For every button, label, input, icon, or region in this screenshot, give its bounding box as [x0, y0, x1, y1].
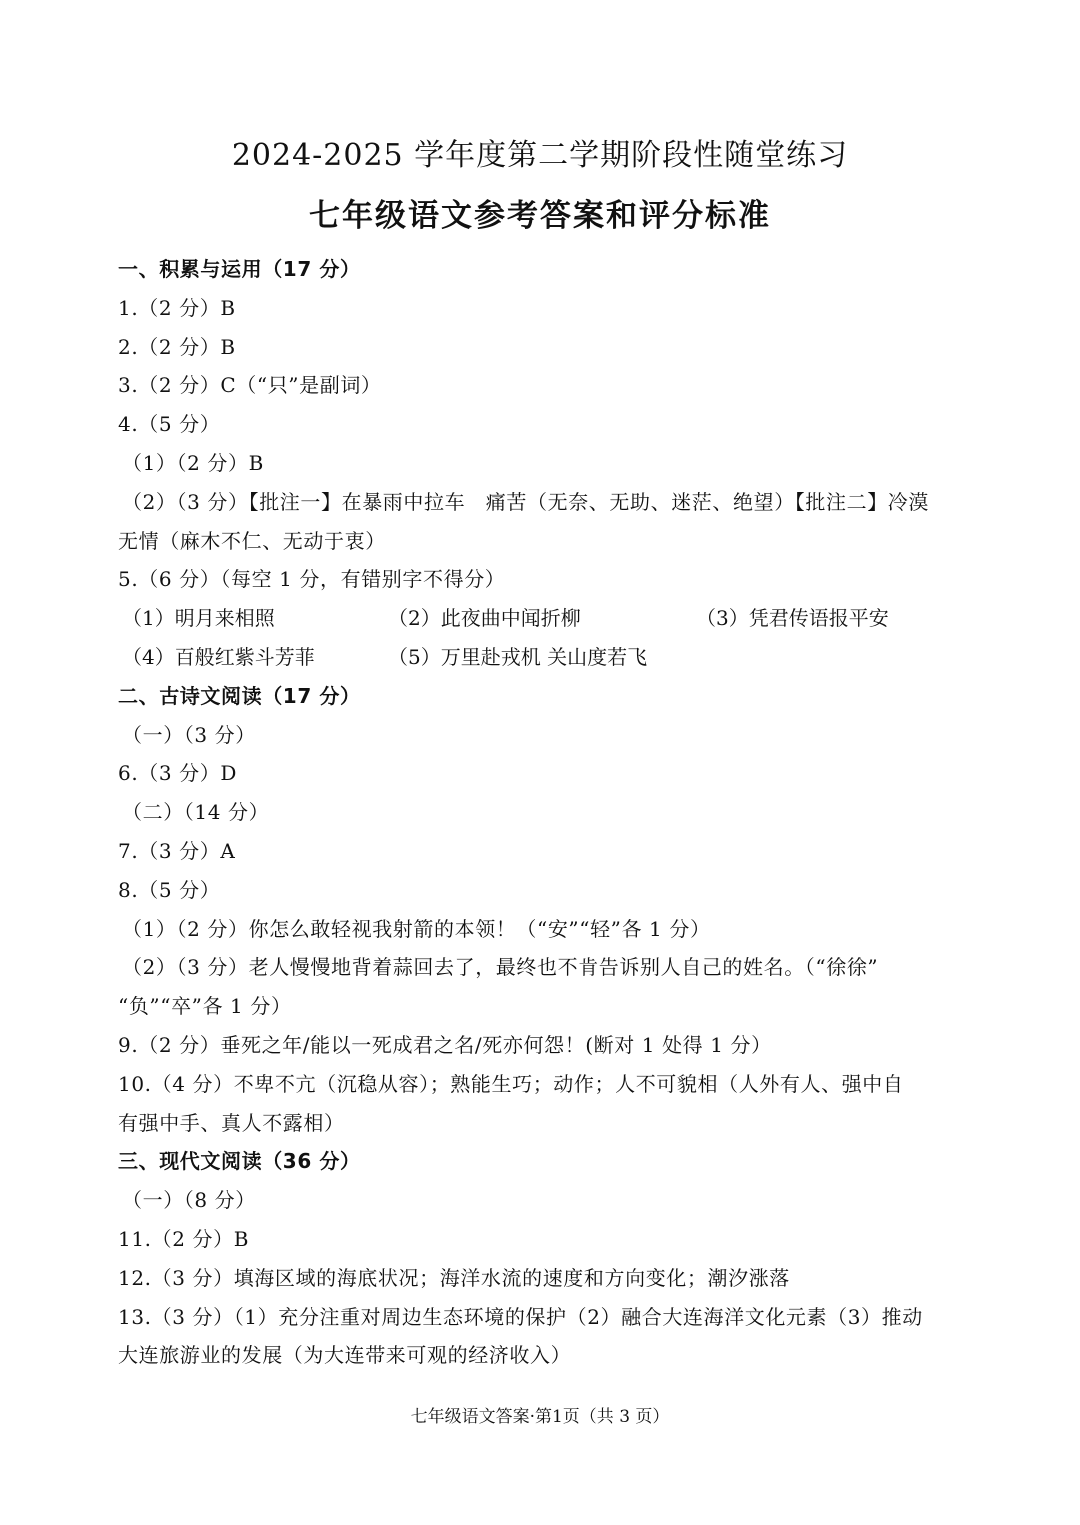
answer-q4: 4.（5 分）	[118, 412, 221, 437]
answer-q2: 2.（2 分）B	[118, 334, 236, 359]
answer-q10: 10.（4 分）不卑不亢（沉稳从容）；熟能生巧；动作；人不可貌相（人外有人、强中自	[118, 1071, 904, 1096]
answer-q5-4: （4）百般红紫斗芳菲	[122, 644, 315, 669]
answer-q5-row2	[118, 638, 968, 677]
answer-q5: 5.（6 分）（每空 1 分，有错别字不得分）	[118, 567, 506, 592]
section-heading-2: 二、古诗文阅读（17 分）	[118, 683, 361, 708]
answer-q5-2: （2）此夜曲中闻折柳	[388, 606, 581, 631]
answer-content	[118, 250, 968, 1375]
subsection-2-1: （一）（3 分）	[122, 722, 256, 747]
answer-q13-cont: 大连旅游业的发展（为大连带来可观的经济收入）	[118, 1343, 572, 1368]
answer-q5-5: （5）万里赴戎机 关山度若飞	[388, 644, 648, 669]
answer-q5-1: （1）明月来相照	[122, 606, 275, 631]
answer-q8: 8.（5 分）	[118, 877, 221, 902]
answer-q5-row1	[118, 599, 968, 638]
answer-q4-1: （1）（2 分）B	[122, 450, 264, 475]
answer-q6: 6.（3 分）D	[118, 761, 237, 786]
answer-q4-2-cont: 无情（麻木不仁、无动于衷）	[118, 528, 386, 553]
answer-q8-2-cont: “负”“卒”各 1 分）	[118, 994, 292, 1019]
page-footer: 七年级语文答案·第1页（共 3 页）	[410, 1407, 670, 1427]
answer-q11: 11.（2 分）B	[118, 1226, 249, 1251]
subsection-3-1: （一）（8 分）	[122, 1188, 256, 1213]
document-subtitle: 七年级语文参考答案和评分标准	[309, 198, 771, 234]
section-heading-3: 三、现代文阅读（36 分）	[118, 1149, 361, 1174]
answer-q7: 7.（3 分）A	[118, 838, 236, 863]
document-title: 2024-2025 学年度第二学期阶段性随堂练习	[231, 138, 849, 173]
answer-q4-2: （2）（3 分）【批注一】在暴雨中拉车 痛苦（无奈、无助、迷茫、绝望）【批注二】冷漠	[122, 489, 930, 514]
answer-q1: 1.（2 分）B	[118, 295, 236, 320]
answer-q3: 3.（2 分）C（“只”是副词）	[118, 373, 382, 398]
section-heading-1: 一、积累与运用（17 分）	[118, 257, 361, 281]
answer-q10-cont: 有强中手、真人不露相）	[118, 1110, 345, 1135]
answer-q13: 13.（3 分）（1）充分注重对周边生态环境的保护（2）融合大连海洋文化元素（3）推动	[118, 1304, 923, 1329]
answer-q8-2: （2）（3 分）老人慢慢地背着蒜回去了，最终也不肯告诉别人自己的姓名。（“徐徐”	[122, 955, 879, 980]
answer-q8-1: （1）（2 分）你怎么敢轻视我射箭的本领！（“安”“轻”各 1 分）	[122, 916, 711, 941]
subsection-2-2: （二）（14 分）	[122, 800, 270, 825]
answer-q12: 12.（3 分）填海区域的海底状况；海洋水流的速度和方向变化；潮汐涨落	[118, 1265, 790, 1290]
answer-q5-3: （3）凭君传语报平安	[696, 606, 889, 631]
answer-q9: 9.（2 分）垂死之年/能以一死成君之名/死亦何怨！(断对 1 处得 1 分）	[118, 1032, 772, 1057]
